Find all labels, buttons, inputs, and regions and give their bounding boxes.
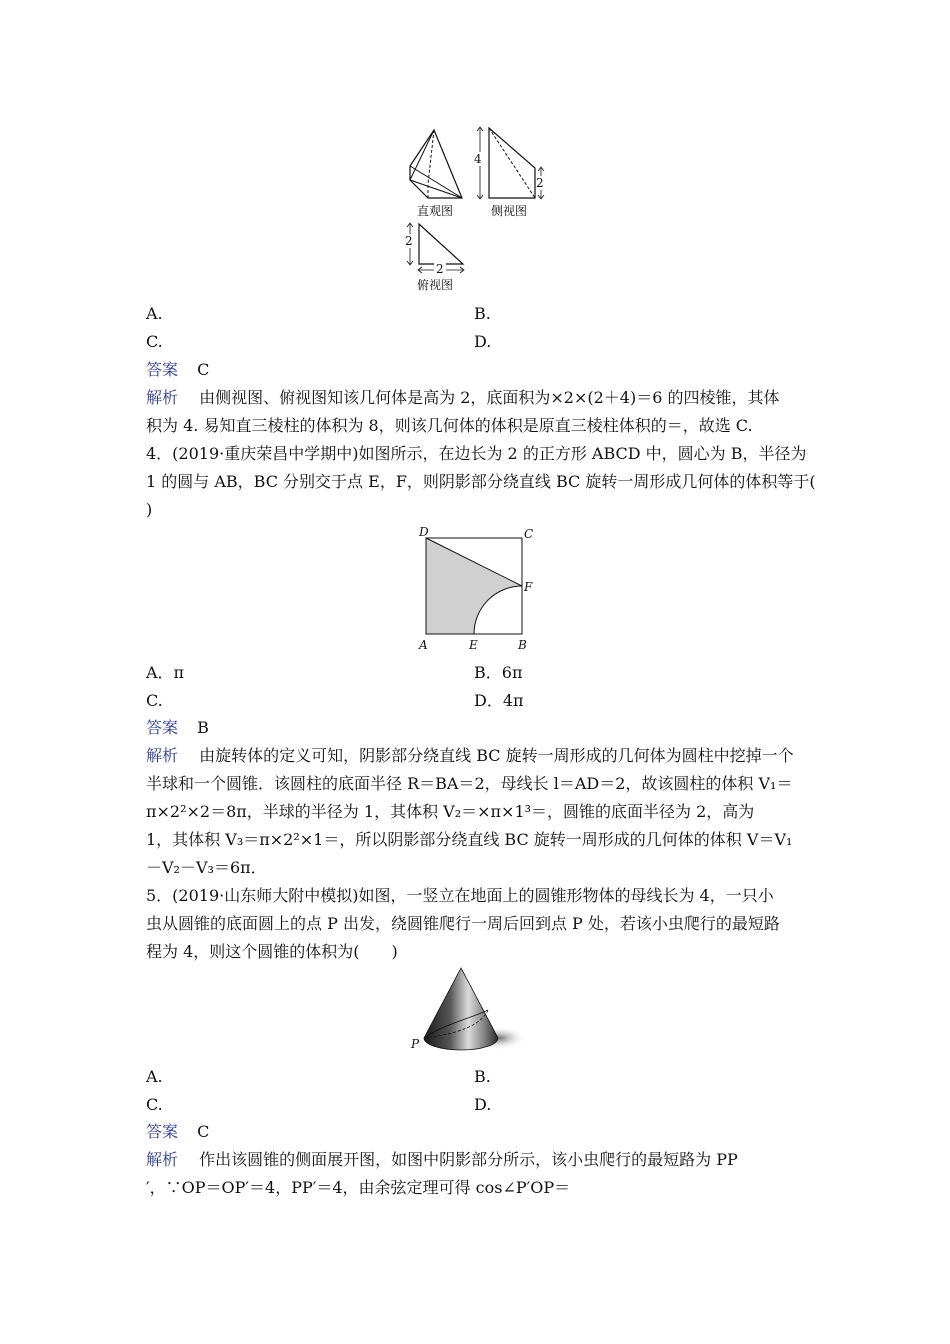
q4-analysis-line-4: 1，其体积 V₃＝π×2²×1＝，所以阴影部分绕直线 BC 旋转一周形成的几何体的体积 V＝V₁ — [146, 830, 793, 849]
q4-answer-value: B — [197, 718, 209, 737]
q4-analysis-text-1: 由旋转体的定义可知，阴影部分绕直线 BC 旋转一周形成的几何体为圆柱中挖掉一个 — [199, 746, 794, 765]
q5-stem-line-1: 5．(2019·山东师大附中模拟)如图，一竖立在地面上的圆锥形物体的母线长为 4，一只小 — [146, 886, 774, 905]
q4-option-b: B．6π — [474, 663, 523, 682]
q4-option-d: D．4π — [474, 691, 524, 710]
label-d: D — [419, 525, 429, 539]
direct-view-caption: 直观图 — [417, 204, 454, 218]
top-view-height-label: 2 — [405, 234, 413, 248]
q4-analysis-line-5: －V₂－V₃＝6π． — [146, 858, 267, 877]
label-a: A — [419, 638, 428, 652]
label-e: E — [469, 638, 478, 652]
q3-option-b: B. — [474, 304, 491, 323]
q3-option-c: C. — [146, 332, 163, 351]
q3-analysis-text-1: 由侧视图、俯视图知该几何体是高为 2，底面积为×2×(2＋4)＝6 的四棱锥，其体 — [199, 388, 780, 407]
q4-analysis-line-3: π×2²×2＝8π，半球的半径为 1，其体积 V₂＝×π×1³＝，圆锥的底面半径为 2，高为 — [146, 802, 755, 821]
q5-stem-line-2: 虫从圆锥的底面圆上的点 P 出发，绕圆锥爬行一周后回到点 P 处，若该小虫爬行的最短路 — [146, 914, 780, 933]
q4-option-a: A．π — [146, 663, 185, 682]
top-view-caption: 俯视图 — [417, 278, 454, 292]
q5-analysis-label: 解析 — [146, 1150, 179, 1169]
label-p: P — [411, 1037, 420, 1051]
q3-analysis-label: 解析 — [146, 388, 179, 407]
q5-answer — [146, 1122, 209, 1142]
q5-analysis-line-1 — [146, 1150, 738, 1170]
q3-answer-value: C — [197, 360, 210, 379]
side-view-small-label: 2 — [536, 176, 544, 190]
q4-analysis-label: 解析 — [146, 746, 179, 765]
q3-analysis-line-1 — [146, 388, 779, 408]
label-f: F — [524, 580, 533, 594]
q4-analysis-line-2: 半球和一个圆锥．该圆柱的底面半径 R＝BA＝2，母线长 l＝AD＝2，故该圆柱的体积 V₁＝ — [146, 774, 793, 793]
direct-view-figure — [404, 126, 464, 202]
q3-answer-label: 答案 — [146, 360, 179, 379]
q5-analysis-text-1: 作出该圆锥的侧面展开图，如图中阴影部分所示，该小虫爬行的最短路为 PP — [199, 1150, 738, 1169]
q4-answer — [146, 718, 209, 738]
q3-option-a: A. — [146, 304, 163, 323]
q3-analysis-line-2: 积为 4. 易知直三棱柱的体积为 8，则该几何体的体积是原直三棱柱体积的＝，故选 C. — [146, 416, 753, 435]
side-view-height-label: 4 — [474, 152, 482, 166]
q5-option-d: D. — [474, 1095, 492, 1114]
q5-stem-line-3: 程为 4，则这个圆锥的体积为( ) — [146, 942, 398, 961]
label-b: B — [518, 638, 527, 652]
q4-stem-line-1: 4．(2019·重庆荣昌中学期中)如图所示，在边长为 2 的正方形 ABCD 中，圆心为 B，半径为 — [146, 444, 807, 463]
q3-answer — [146, 360, 209, 380]
q4-stem-line-2: 1 的圆与 AB，BC 分别交于点 E，F，则阴影部分绕直线 BC 旋转一周形成几何体的体积等于( — [146, 472, 816, 491]
cone-figure — [410, 966, 526, 1054]
side-view-figure — [475, 124, 550, 202]
q5-answer-value: C — [197, 1122, 210, 1141]
q5-option-c: C. — [146, 1095, 163, 1114]
q4-option-c: C. — [146, 691, 163, 710]
q5-answer-label: 答案 — [146, 1122, 179, 1141]
q3-option-d: D. — [474, 332, 492, 351]
label-c: C — [524, 527, 534, 541]
q5-option-a: A. — [146, 1067, 163, 1086]
side-view-caption: 侧视图 — [491, 204, 528, 218]
square-abcd-figure — [412, 526, 542, 652]
q4-analysis-line-1 — [146, 746, 794, 766]
q4-answer-label: 答案 — [146, 718, 179, 737]
q4-stem-line-3: ) — [146, 500, 153, 519]
top-view-width-label: 2 — [436, 262, 444, 276]
q5-option-b: B. — [474, 1067, 491, 1086]
q5-analysis-line-2: ′，∵OP＝OP′＝4，PP′＝4，由余弦定理可得 cos∠P′OP＝ — [146, 1178, 571, 1197]
